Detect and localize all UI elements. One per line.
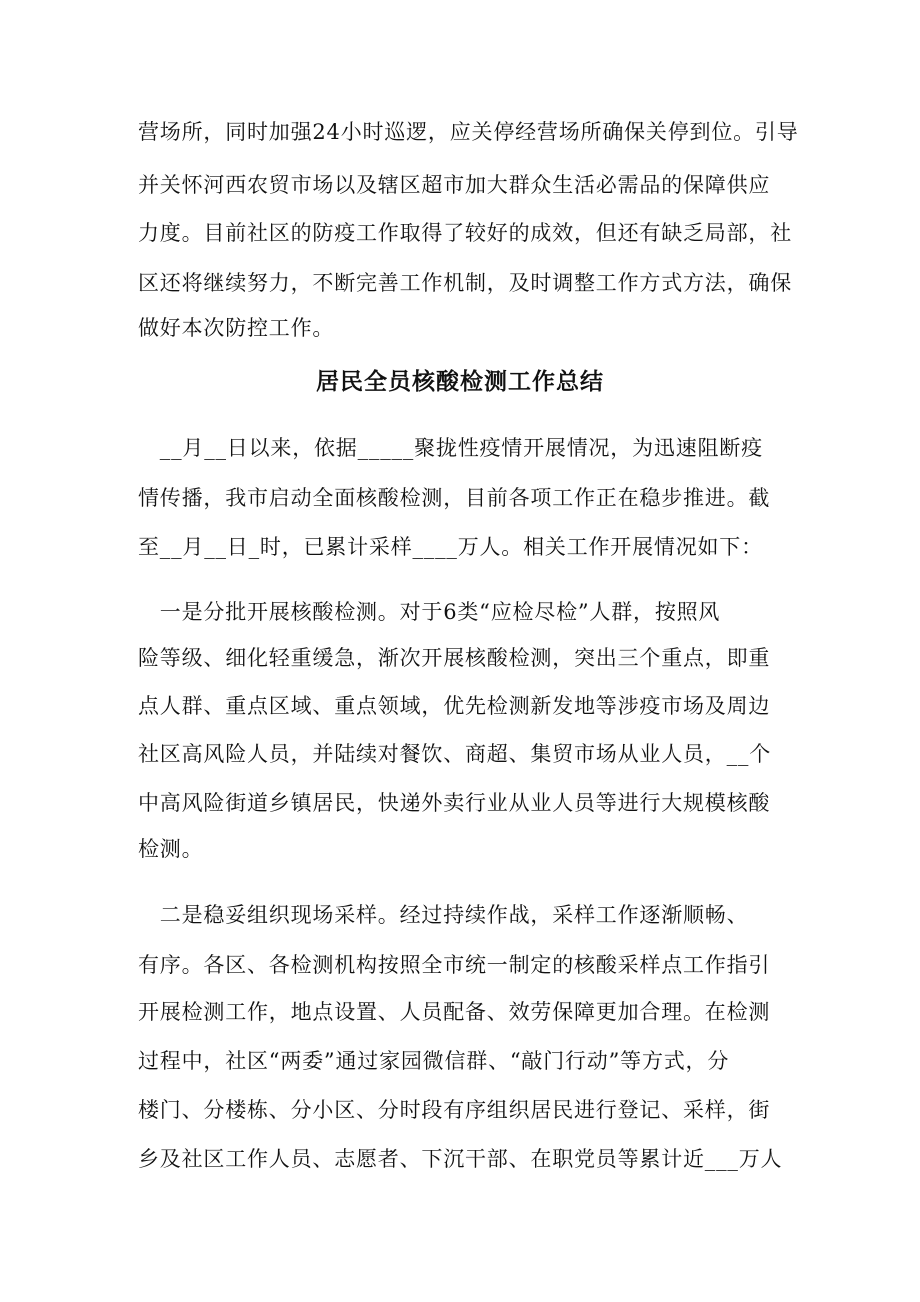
para2-line-6: 检测。 (138, 837, 204, 861)
document-title: 居民全员核酸检测工作总结 (316, 369, 604, 395)
intro-line-5: 做好本次防控工作。 (138, 316, 335, 340)
para2-line-1: 一是分批开展核酸检测。对于6类“应检尽检”人群，按照风 (138, 600, 721, 624)
para2-line-4: 社区高风险人员，并陆续对餐饮、商超、集贸市场从业人员，__个 (138, 742, 771, 766)
para1-line-2: 情传播，我市启动全面核酸检测，目前各项工作正在稳步推进。截 (138, 486, 771, 510)
para3-line-6: 乡及社区工作人员、志愿者、下沉干部、在职党员等累计近___万人 (138, 1147, 783, 1171)
para2-line-3: 点人群、重点区域、重点领域，优先检测新发地等涉疫市场及周边 (138, 694, 771, 718)
para2-line-2: 险等级、细化轻重缓急，渐次开展核酸检测，突出三个重点，即重 (138, 646, 771, 670)
para1-line-1: __月__日以来，依据_____聚拢性疫情开展情况，为迅速阻断疫 (138, 436, 763, 460)
para3-line-1: 二是稳妥组织现场采样。经过持续作战，采样工作逐渐顺畅、 (138, 903, 749, 927)
para3-line-5: 楼门、分楼栋、分小区、分时段有序组织居民进行登记、采样，街 (138, 1098, 771, 1122)
para2-line-5: 中高风险街道乡镇居民，快递外卖行业从业人员等进行大规模核酸 (138, 791, 771, 815)
intro-line-3: 力度。目前社区的防疫工作取得了较好的成效，但还有缺乏局部，社 (138, 221, 792, 245)
para3-line-3: 开展检测工作，地点设置、人员配备、效劳保障更加合理。在检测 (138, 1000, 771, 1024)
para3-line-4: 过程中，社区“两委”通过家园微信群、“敲门行动”等方式，分 (138, 1049, 730, 1073)
intro-line-2: 并关怀河西农贸市场以及辖区超市加大群众生活必需品的保障供应 (138, 173, 771, 197)
intro-line-4: 区还将继续努力，不断完善工作机制，及时调整工作方式方法，确保 (138, 271, 792, 295)
para1-line-3: 至__月__日_时，已累计采样____万人。相关工作开展情况如下： (138, 535, 763, 559)
intro-line-1: 营场所，同时加强24小时巡逻，应关停经营场所确保关停到位。引导 (138, 120, 799, 144)
para3-line-2: 有序。各区、各检测机构按照全市统一制定的核酸采样点工作指引 (138, 953, 771, 977)
